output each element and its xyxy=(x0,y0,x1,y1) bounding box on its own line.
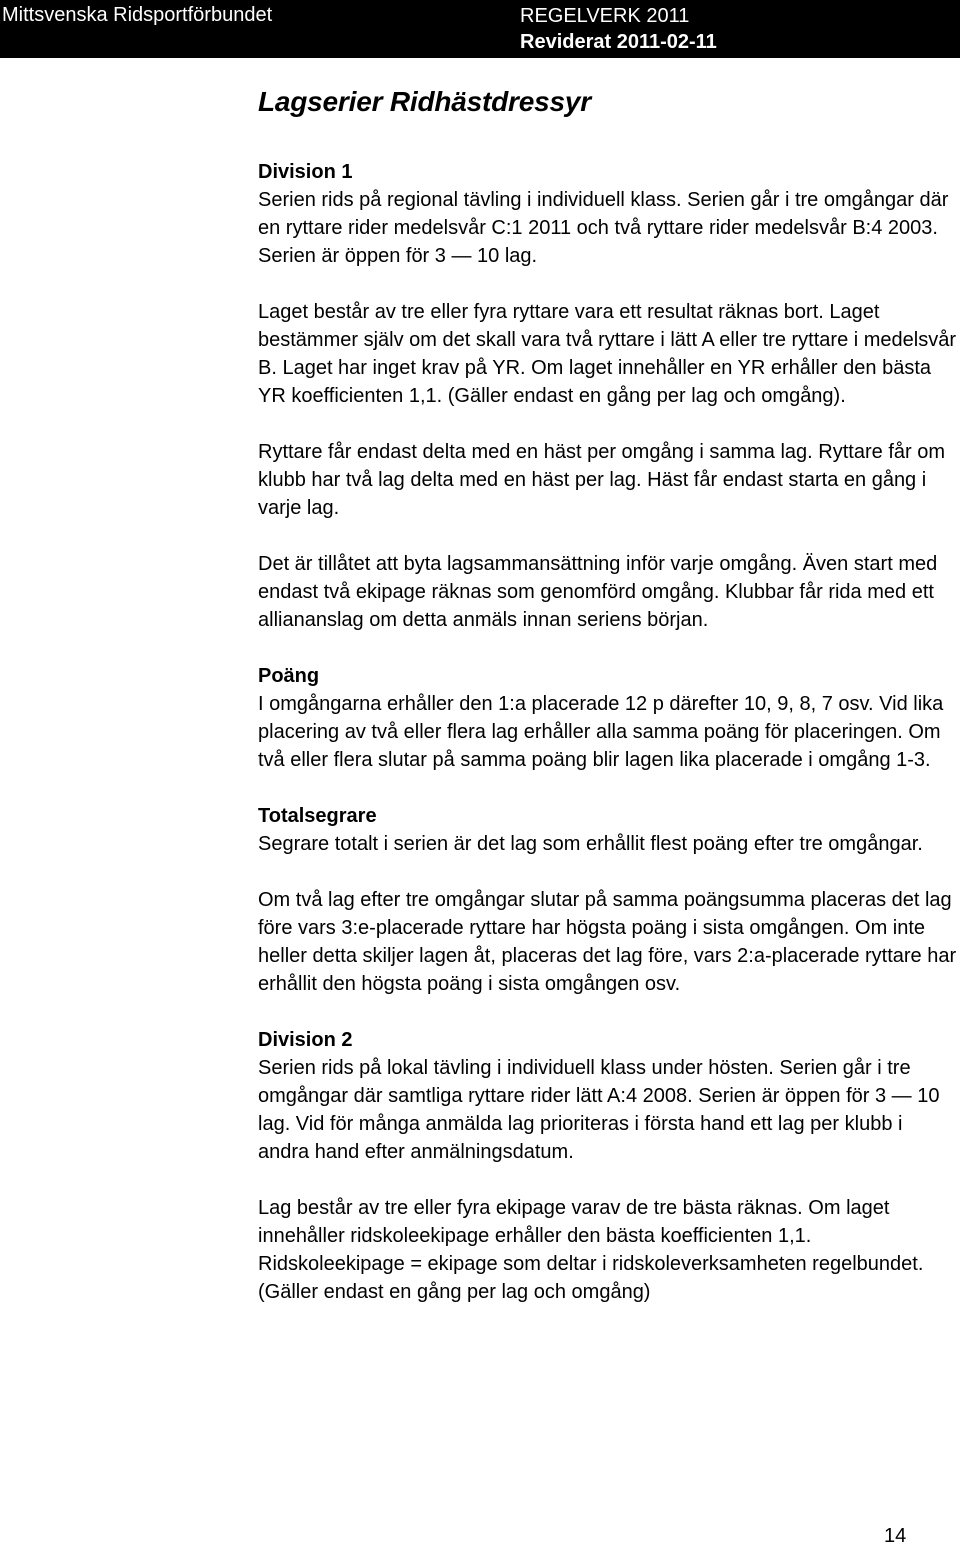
section-totalsegrare xyxy=(258,802,958,998)
paragraph: Laget består av tre eller fyra ryttare vara ett resultat räknas bort. Laget bestämmer själv om det skall vara två ryttare i lätt A eller tre ryttare i medelsvår B. Laget har inget krav på YR. Om laget innehåller en YR erhåller den bästa YR koefficienten 1,1. (Gäller endast en gång per lag och omgång). xyxy=(258,301,957,407)
section-division-2 xyxy=(258,1026,958,1306)
header-document-info xyxy=(520,3,717,55)
section-heading: Division 1 xyxy=(258,161,353,183)
document-title: Lagserier Ridhästdressyr xyxy=(258,86,591,117)
paragraph: Segrare totalt i serien är det lag som erhållit flest poäng efter tre omgångar. xyxy=(258,833,923,855)
page-number: 14 xyxy=(884,1525,907,1547)
paragraph: Det är tillåtet att byta lagsammansättning inför varje omgång. Även start med endast två ekipage räknas som genomförd omgång. Klubbar får rida med ett alliananslag om detta anmäls innan seriens början. xyxy=(258,553,938,631)
paragraph: Serien rids på lokal tävling i individuell klass under hösten. Serien går i tre omgångar där samtliga ryttare rider lätt A:4 2008. Serien är öppen för 3 — 10 lag. Vid för många anmälda lag prioriteras i första hand ett lag per klubb i andra hand efter anmälningsdatum. xyxy=(258,1057,940,1163)
section-heading: Division 2 xyxy=(258,1029,353,1051)
section-heading: Poäng xyxy=(258,665,320,687)
header-organization: Mittsvenska Ridsportförbundet xyxy=(2,4,273,26)
paragraph: Om två lag efter tre omgångar slutar på samma poängsumma placeras det lag före vars 3:e-placerade ryttare har högsta poäng i sista omgången. Om inte heller detta skiljer lagen åt, placeras det lag före, vars 2:a-placerade ryttare har erhållit den högsta poäng i sista omgången osv. xyxy=(258,889,957,995)
section-poang xyxy=(258,662,958,774)
page-header xyxy=(0,0,960,58)
document-body xyxy=(258,84,958,1306)
paragraph: Serien rids på regional tävling i individuell klass. Serien går i tre omgångar där en ryttare rider medelsvår C:1 2011 och två ryttare rider medelsvår B:4 2003. Serien är öppen för 3 — 10 lag. xyxy=(258,189,949,267)
paragraph: Lag består av tre eller fyra ekipage varav de tre bästa räknas. Om laget innehåller ridskoleekipage erhåller den bästa koefficienten 1,1. Ridskoleekipage = ekipage som deltar i ridskoleverksamheten regelbundet. (Gäller endast en gång per lag och omgång) xyxy=(258,1197,924,1303)
section-division-1 xyxy=(258,158,958,634)
paragraph: Ryttare får endast delta med en häst per omgång i samma lag. Ryttare får om klubb har två lag delta med en häst per lag. Häst får endast starta en gång i varje lag. xyxy=(258,441,945,519)
section-heading: Totalsegrare xyxy=(258,805,377,827)
paragraph: I omgångarna erhåller den 1:a placerade 12 p därefter 10, 9, 8, 7 osv. Vid lika placering av två eller flera lag erhåller alla samma poäng för placeringen. Om två eller flera slutar på samma poäng blir lagen lika placerade i omgång 1-3. xyxy=(258,693,944,771)
header-document: REGELVERK 2011 xyxy=(520,5,690,27)
header-revision: Reviderat 2011-02-11 xyxy=(520,31,717,53)
